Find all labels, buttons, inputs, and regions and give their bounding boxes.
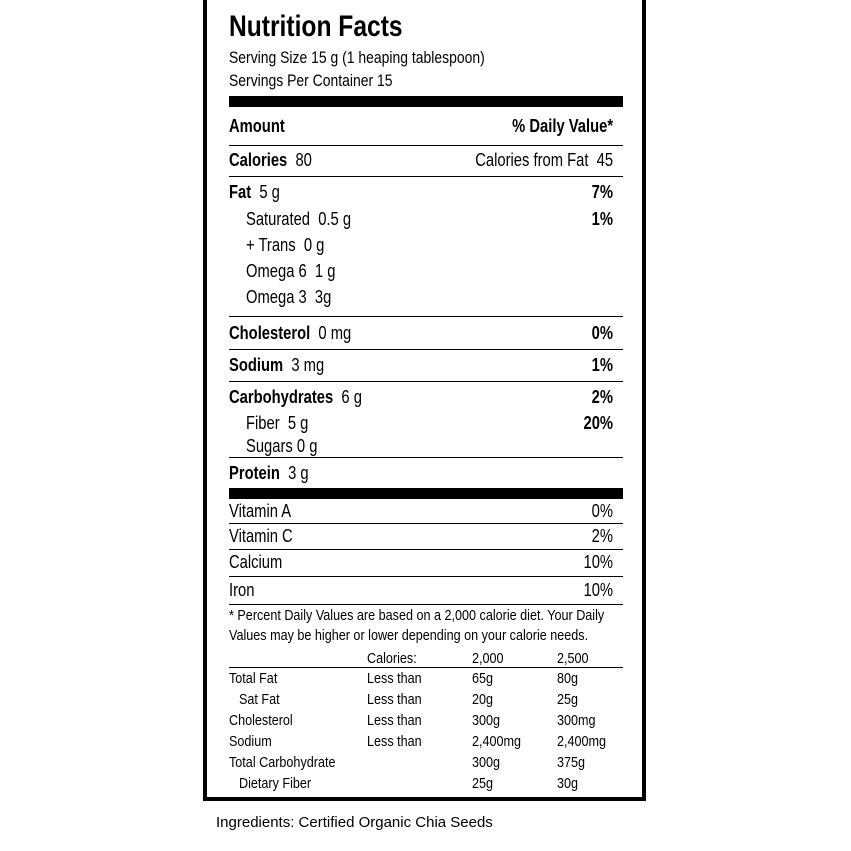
calories-label: Calories <box>229 150 288 170</box>
divider <box>229 523 623 524</box>
vitamin-row <box>229 526 613 550</box>
vitamin-label: Vitamin C <box>229 526 293 546</box>
nutrition-label <box>203 0 646 801</box>
carbohydrates-row <box>229 387 613 411</box>
ref-row-2000: 20g <box>472 691 494 708</box>
ref-row-limit: Less than <box>367 733 422 750</box>
protein-label: Protein <box>229 463 280 483</box>
ref-row-2500: 30g <box>557 775 579 792</box>
ingredients-text: Ingredients: Certified Organic Chia Seeds <box>216 814 493 831</box>
carbohydrates-label: Carbohydrates <box>229 387 334 407</box>
sugars-label: Sugars <box>246 436 293 456</box>
omega6-label: Omega 6 <box>246 261 307 281</box>
vitamin-label: Vitamin A <box>229 501 292 521</box>
omega3-amount: 3g <box>314 287 332 307</box>
servings-per-container: Servings Per Container 15 <box>229 71 393 90</box>
ref-row-limit: Less than <box>367 691 422 708</box>
omega6-row <box>229 261 613 285</box>
trans-label: + Trans <box>246 235 296 255</box>
ref-row-2000: 65g <box>472 670 494 687</box>
saturated-label: Saturated <box>246 209 311 229</box>
sodium-row <box>229 355 613 379</box>
ref-row-2500: 25g <box>557 691 579 708</box>
cholesterol-amount: 0 mg <box>318 323 352 343</box>
calories-value: 80 <box>295 150 312 170</box>
calories-row <box>229 150 613 174</box>
ref-row-2500: 375g <box>557 754 586 771</box>
ref-row-2000: 300g <box>472 712 501 729</box>
fat-amount: 5 g <box>259 182 280 202</box>
ref-row-label: Total Carbohydrate <box>229 754 336 771</box>
footnote: Values may be higher or lower depending on your calorie needs. <box>229 627 589 644</box>
saturated-dv: 1% <box>591 209 613 229</box>
divider <box>229 145 623 146</box>
carbohydrates-amount: 6 g <box>341 387 362 407</box>
ref-row-2500: 300mg <box>557 712 596 729</box>
cholesterol-dv: 0% <box>591 323 613 343</box>
saturated-row <box>229 209 613 233</box>
serving-size: Serving Size 15 g (1 heaping tablespoon) <box>229 48 485 67</box>
footnote: * Percent Daily Values are based on a 2,000 calorie diet. Your Daily <box>229 607 605 624</box>
sodium-dv: 1% <box>591 355 613 375</box>
sodium-amount: 3 mg <box>291 355 325 375</box>
trans-amount: 0 g <box>303 235 325 255</box>
divider <box>229 349 623 350</box>
ref-row-label: Total Fat <box>229 670 278 687</box>
ref-row-2000: 300g <box>472 754 501 771</box>
divider <box>229 604 623 605</box>
divider <box>229 381 623 382</box>
vitamin-label: Iron <box>229 580 255 600</box>
ref-header-calories: Calories: <box>367 650 417 667</box>
fat-label: Fat <box>229 182 252 202</box>
cholesterol-label: Cholesterol <box>229 323 311 343</box>
divider <box>229 176 623 177</box>
fiber-row <box>229 413 613 437</box>
amount-header: Amount <box>229 116 285 136</box>
fat-dv: 7% <box>591 182 613 202</box>
ref-row-limit: Less than <box>367 670 422 687</box>
vitamin-row <box>229 552 613 576</box>
omega6-amount: 1 g <box>314 261 336 281</box>
divider <box>229 576 623 577</box>
carbohydrates-dv: 2% <box>591 387 613 407</box>
divider <box>229 457 623 458</box>
vitamin-row <box>229 580 613 604</box>
calories-from-fat-label: Calories from Fat <box>475 150 589 170</box>
ref-row-label: Dietary Fiber <box>239 775 312 792</box>
fiber-dv: 20% <box>583 413 613 433</box>
ref-row-2500: 2,400mg <box>557 733 607 750</box>
protein-amount: 3 g <box>288 463 309 483</box>
calories-from-fat-value: 45 <box>596 150 613 170</box>
fiber-label: Fiber <box>246 413 280 433</box>
divider <box>229 667 623 668</box>
vitamin-dv: 10% <box>583 580 613 600</box>
saturated-amount: 0.5 g <box>318 209 352 229</box>
ref-row-2500: 80g <box>557 670 579 687</box>
label-title: Nutrition Facts <box>229 10 403 43</box>
divider <box>229 316 623 317</box>
cholesterol-row <box>229 323 613 347</box>
ref-row-2000: 2,400mg <box>472 733 522 750</box>
sodium-label: Sodium <box>229 355 284 375</box>
omega3-row <box>229 287 613 311</box>
ref-header-2500: 2,500 <box>557 650 589 667</box>
vitamin-dv: 0% <box>591 501 613 521</box>
thick-divider <box>229 488 623 499</box>
vitamin-label: Calcium <box>229 552 283 572</box>
sugars-amount: 0 g <box>296 436 318 456</box>
divider <box>229 549 623 550</box>
fiber-amount: 5 g <box>287 413 309 433</box>
protein-row <box>229 463 613 487</box>
ref-row-label: Sat Fat <box>239 691 280 708</box>
vitamin-dv: 2% <box>591 526 613 546</box>
fat-row <box>229 182 613 206</box>
ref-row-2000: 25g <box>472 775 494 792</box>
ref-row-label: Cholesterol <box>229 712 293 729</box>
header-row <box>229 116 613 140</box>
ref-row-label: Sodium <box>229 733 272 750</box>
daily-value-header: % Daily Value* <box>512 116 613 136</box>
trans-row <box>229 235 613 259</box>
ref-row-limit: Less than <box>367 712 422 729</box>
vitamin-row <box>229 501 613 525</box>
vitamin-dv: 10% <box>583 552 613 572</box>
omega3-label: Omega 3 <box>246 287 307 307</box>
ref-header-2000: 2,000 <box>472 650 504 667</box>
thick-divider <box>229 96 623 107</box>
